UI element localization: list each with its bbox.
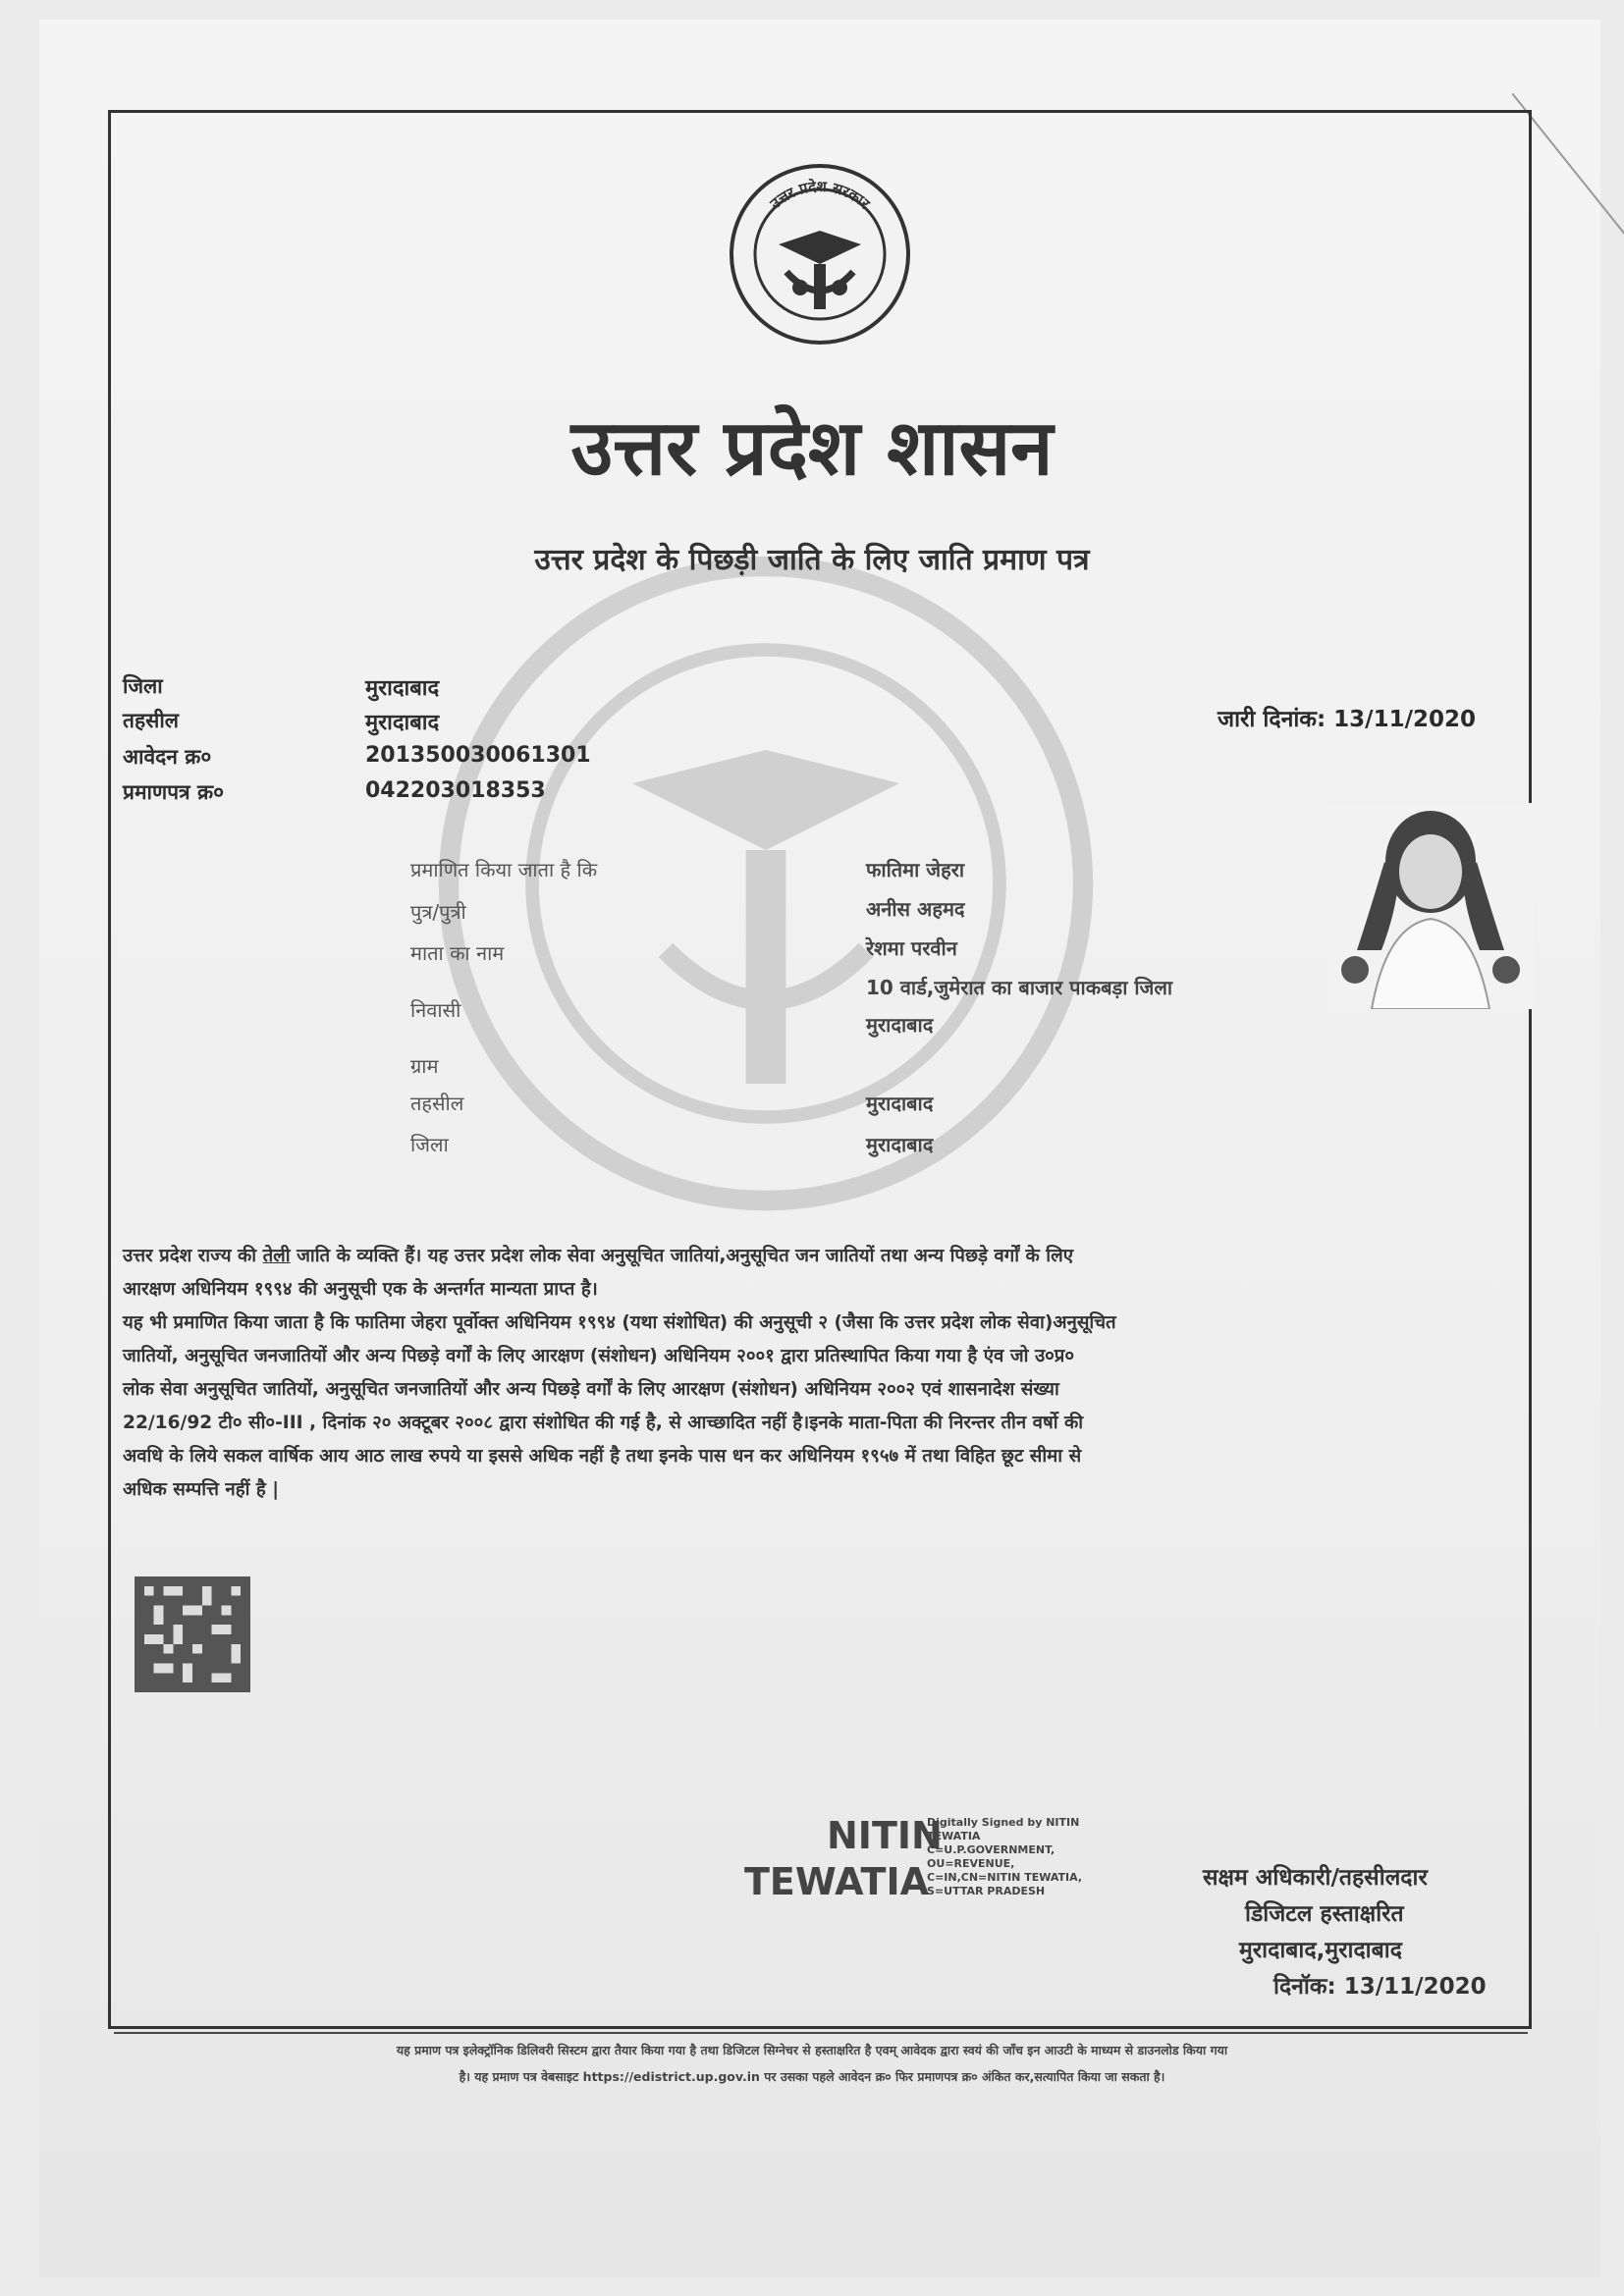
- sig-line-6: S=UTTAR PRADESH: [927, 1885, 1046, 1897]
- para1-line2: आरक्षण अधिनियम १९९४ की अनुसूची एक के अन्तर्गत मान्यता प्राप्त है।: [123, 1279, 598, 1300]
- para2-line6: अधिक सम्पत्ति नहीं है |: [123, 1479, 280, 1500]
- up-government-emblem-icon: [728, 162, 912, 347]
- main-title: उत्तर प्रदेश शासन: [570, 403, 1054, 493]
- details-district-value: मुरादाबाद: [866, 1133, 934, 1156]
- footer-line1: यह प्रमाण पत्र इलेक्ट्रॉनिक डिलिवरी सिस्टम द्वारा तैयार किया गया है तथा डिजिटल सिग्नेचर से हस्ताक्षरित है एवम् आवेदक द्वारा स्वयं की जाँच इन आउटी के माध्यम से डाउनलोड किया गया: [396, 2043, 1228, 2057]
- issue-date: जारी दिनांक: 13/11/2020: [1218, 707, 1476, 732]
- district-value: मुरादाबाद: [365, 676, 440, 701]
- village-label: ग्राम: [410, 1054, 439, 1078]
- signer-last-name: TEWATIA: [744, 1860, 930, 1903]
- sig-line-3: C=U.P.GOVERNMENT,: [927, 1843, 1056, 1856]
- sub-title: उत्तर प्रदेश के पिछड़ी जाति के लिए जाति प्रमाण पत्र: [534, 543, 1090, 577]
- para2-line2: जातियों, अनुसूचित जनजातियों और अन्य पिछड़े वर्गों के लिए आरक्षण (संशोधन) अधिनियम २००१ द्वारा प्रतिस्थापित किया गया है एंव जो उ०प्र०: [123, 1346, 1075, 1366]
- footer-line2: है। यह प्रमाण पत्र वेबसाइट https://edistrict.up.gov.in पर उसका पहले आवेदन क्र० फिर प्रमाणपत्र क्र० अंकित कर,सत्यापित किया जा सकता है।: [459, 2069, 1165, 2084]
- emblem-text: उत्तर प्रदेश सरकार: [766, 177, 874, 213]
- para2-line4: 22/16/92 टी० सी०-III , दिनांक २० अक्टूबर २००८ द्वारा संशोधित की गई है, से आच्छादित नहीं है।इनके माता-पिता की निरन्तर तीन वर्षो की: [123, 1413, 1084, 1433]
- signer-first-name: NITIN: [827, 1814, 943, 1857]
- signature-details: [927, 1816, 1082, 1898]
- para1-pre: उत्तर प्रदेश राज्य की: [123, 1246, 263, 1266]
- qr-code-icon: [135, 1576, 250, 1692]
- officer-sign: डिजिटल हस्ताक्षरित: [1245, 1901, 1404, 1927]
- para2-line1: यह भी प्रमाणित किया जाता है कि फातिमा जेहरा पूर्वोक्त अधिनियम १९९४ (यथा संशोधित) की अनुसूची २ (जैसा कि उत्तर प्रदेश लोक सेवा)अनुसूचित: [123, 1312, 1116, 1333]
- child-value: अनीस अहमद: [866, 897, 965, 921]
- application-value: 201350030061301: [365, 743, 591, 768]
- child-label: पुत्र/पुत्री: [410, 900, 466, 924]
- officer-title: सक्षम अधिकारी/तहसीलदार: [1203, 1865, 1428, 1891]
- application-label: आवेदन क्र०: [123, 745, 212, 769]
- para1-line1: [123, 1240, 1527, 1273]
- officer-place: मुरादाबाद,मुरादाबाद: [1239, 1938, 1402, 1963]
- details-tehsil-value: मुरादाबाद: [866, 1092, 934, 1115]
- sig-line-4: OU=REVENUE,: [927, 1857, 1015, 1870]
- tehsil-label: तहसील: [123, 709, 179, 732]
- footer-divider: [114, 2032, 1528, 2034]
- district-label: जिला: [123, 674, 163, 698]
- certified-label: प्रमाणित किया जाता है कि: [410, 858, 598, 881]
- para2-line3: लोक सेवा अनुसूचित जातियों, अनुसूचित जनजातियों और अन्य पिछड़े वर्गों के लिए आरक्षण (संशोधन) अधिनियम २००२ एवं शासनादेश संख्या: [123, 1379, 1059, 1400]
- resident-value-line2: मुरादाबाद: [866, 1013, 934, 1037]
- para1-post: जाति के व्यक्ति हैं। यह उत्तर प्रदेश लोक सेवा अनुसूचित जातियां,अनुसूचित जन जातियों तथा अन्य पिछड़े वर्गों के लिए: [290, 1246, 1073, 1266]
- sig-line-5: C=IN,CN=NITIN TEWATIA,: [927, 1871, 1083, 1884]
- certificate-value: 042203018353: [365, 778, 546, 803]
- officer-date: दिनॉक: 13/11/2020: [1273, 1974, 1487, 2000]
- para2-line5: अवधि के लिये सकल वार्षिक आय आठ लाख रुपये या इससे अधिक नहीं है तथा इनके पास धन कर अधिनियम १९५७ में तथा विहित छूट सीमा से: [123, 1446, 1082, 1467]
- sig-line-1: Digitally Signed by NITIN: [927, 1816, 1080, 1829]
- applicant-photo-icon: [1327, 803, 1534, 1009]
- mother-value: रेशमा परवीन: [866, 936, 957, 960]
- caste-name: तेली: [262, 1246, 291, 1266]
- tehsil-value: मुरादाबाद: [365, 711, 440, 735]
- certificate-label: प्रमाणपत्र क्र०: [123, 780, 225, 804]
- certified-value: फातिमा जेहरा: [866, 858, 965, 881]
- details-district-label: जिला: [410, 1133, 449, 1156]
- resident-value-line1: 10 वार्ड,जुमेरात का बाजार पाकबड़ा जिला: [866, 976, 1173, 999]
- sig-line-2: TEWATIA: [927, 1830, 981, 1842]
- mother-label: माता का नाम: [410, 941, 505, 965]
- resident-label: निवासी: [410, 998, 461, 1022]
- details-tehsil-label: तहसील: [410, 1092, 464, 1115]
